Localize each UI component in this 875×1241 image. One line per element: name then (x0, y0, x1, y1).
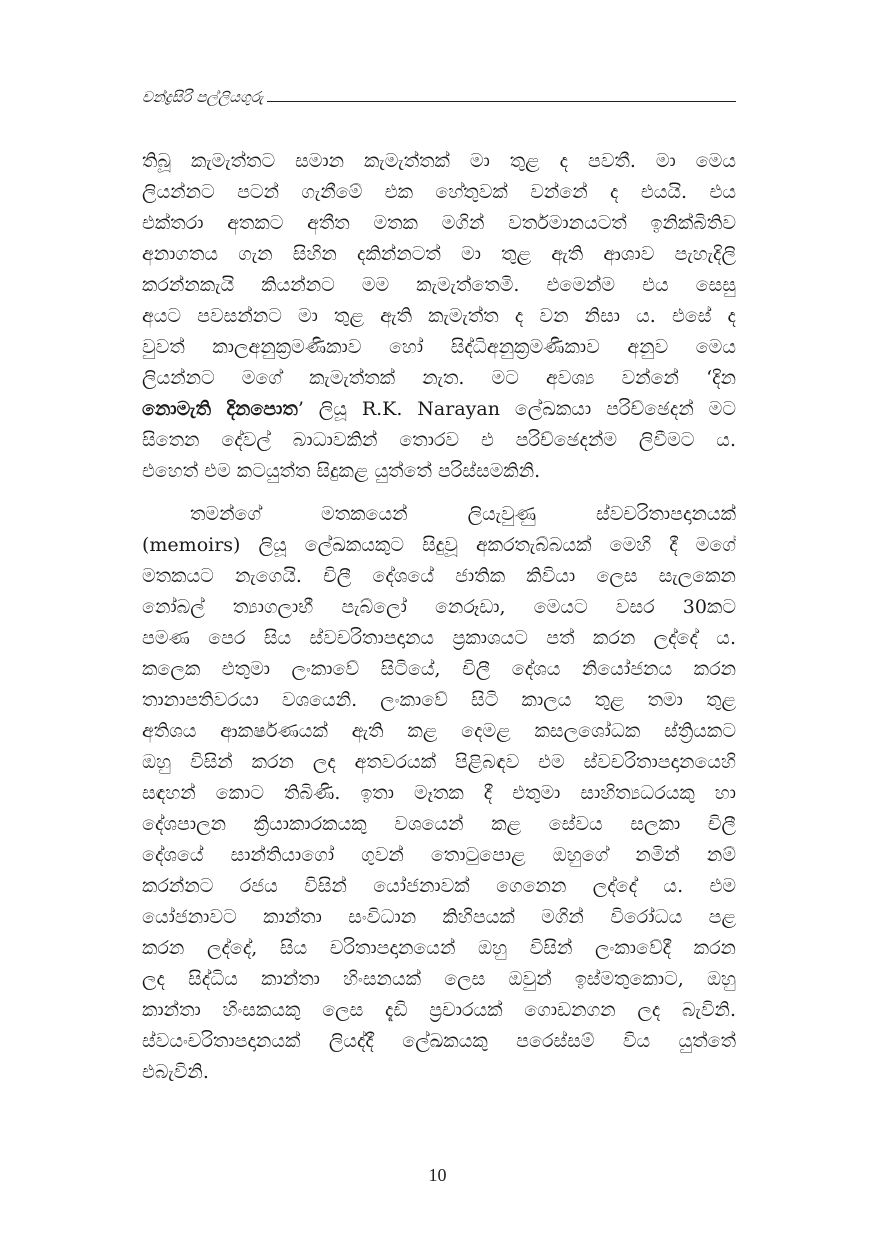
page-number: 10 (428, 1165, 447, 1185)
text-line: තානාපතිවරයා වශයෙනි. ලංකාවේ සිටි කාලය තුළ තමා තුළ (142, 689, 736, 711)
text-line: එහෙත් එම කටයුත්ත සිදුකළ යුත්තේ පරිස්සමකිනි. (142, 460, 541, 482)
text-line: අයට පවසන්නට මා තුළ ඇති කැමැත්ත ද වන නිසා ය. එසේ ද (142, 305, 736, 327)
text-line: සඳහන් කොට තිබිණි. ඉතා මෑතක දී එතුමා සාහිත්‍යධරයකු හා (142, 782, 736, 804)
text-line: ස්වයංචරිතාපදානයක් ලියද්දී ලේඛකයකු පරෙස්සම් විය යුත්තේ (142, 1030, 736, 1052)
text-line: පමණ පෙර සිය ස්වචරිතාපදානය ප්‍රකාශයට පත් කරන ලද්දේ ය. (142, 627, 736, 649)
text-line: එක්තරා අතකට අතීත මතක මගින් වර්තමානයටත් ඉනික්බිතිව (142, 212, 736, 234)
text-line: අනාගතය ගැන සිහින දකින්නටත් මා තුළ ඇති ආශාව පැහැදිලි (142, 243, 736, 265)
text-line: ඔහු විසින් කරන ලද අතවරයක් පිළිබඳව එම ස්වචරිතාපදානයෙහි (142, 751, 736, 773)
running-header-author: චන්ද්‍රසිරි පල්ලියගුරු (142, 88, 264, 106)
text-line: නෝබල් ත්‍යාගලාභී පැබ්ලෝ නෙරූඩා, මෙයට වසර 30කට (142, 596, 736, 618)
text-line-with-book-title (142, 394, 736, 425)
paragraph-gap (142, 487, 736, 499)
text-line: තිබූ කැමැත්තට සමාන කැමැත්තක් මා තුළ ද පවතී. මා මෙය (142, 150, 736, 172)
paragraph-2 (142, 499, 736, 1088)
text-line: සිතෙන දේවල් බාධාවකින් තොරව එ පරිච්ඡෙදන්ම ලිවීමට ය. (142, 429, 736, 451)
paragraph-1 (142, 146, 736, 487)
text-line: කරන්නට රජය විසින් යෝජනාවක් ගෙනෙන ලද්දේ ය. එම (142, 875, 736, 897)
text-line: (memoirs) ලියූ ලේඛකයකුට සිදුවූ අකරතැබ්බයක් මෙහි දී මගේ (142, 534, 736, 556)
text-line: කරන්නකැයි කියන්නට මම කැමැත්තෙමි. එමෙන්ම එය සෙසු (142, 274, 736, 296)
text-line: කලෙක එතුමා ලංකාවේ සිටියේ, චිලී දේශය නියෝජනය කරන (142, 658, 736, 680)
book-title: නොමැති දිනපොත (142, 398, 298, 420)
text-line: දේශපාලන ක්‍රියාකාරකයකු වශයෙන් කළ සේවය සලකා චිලී (142, 813, 736, 835)
body-text (142, 146, 736, 1088)
text-line: කරන ලද්දේ, සිය චරිතාපදානයෙන් ඔහු විසින් ලංකාවේදී කරන (142, 937, 736, 959)
text-line: අතිශය ආකර්ෂණයක් ඇති කළ දෙමළ කසලශෝධක ස්ත්‍රියකට (142, 720, 736, 742)
text-line: මතකයට නැගෙයි. චිලී දේශයේ ජාතික කිවියා ලෙස සැලකෙන (142, 565, 736, 587)
text-line: එබැවිනි. (142, 1061, 209, 1083)
text-line: ලියන්නට පටන් ගැනීමේ එක හේතුවක් වන්නේ ද එයයි. එය (142, 181, 736, 203)
header-rule (267, 101, 736, 102)
text-line: වුවත් කාලඅනුක්‍රමණිකාව හෝ සිද්ධිඅනුක්‍රමණිකාව අනුව මෙය (142, 336, 736, 358)
running-header (142, 88, 736, 106)
text-line: යෝජනාවට කාන්තා සංවිධාන කිහිපයක් මගින් විරෝධය පළ (142, 906, 736, 928)
text-line: කාන්තා හිංසකයකු ලෙස දැඩි ප්‍රචාරයක් ගොඩනගන ලද බැවිනි. (142, 999, 736, 1021)
text-line: තමන්ගේ මතකයෙන් ලියැවුණු ස්වචරිතාපදානයක් (190, 503, 736, 525)
text-line: ලද සිද්ධිය කාන්තා හිංසනයක් ලෙස ඔවුන් ඉස්මතුකොට, ඔහු (142, 968, 736, 990)
text-line: දේශයේ සාන්තියාගෝ ගුවන් තොටුපොළ ඔහුගේ නමින් නම් (142, 844, 736, 866)
text-line: ලියන්නට මගේ කැමැත්තක් නැත. මට අවශ්‍ය වන්නේ ‘දින (142, 367, 736, 389)
text-line-rest: ’ ලියූ R.K. Narayan ලේඛකයා පරිච්ඡෙදන් මට (297, 398, 736, 420)
